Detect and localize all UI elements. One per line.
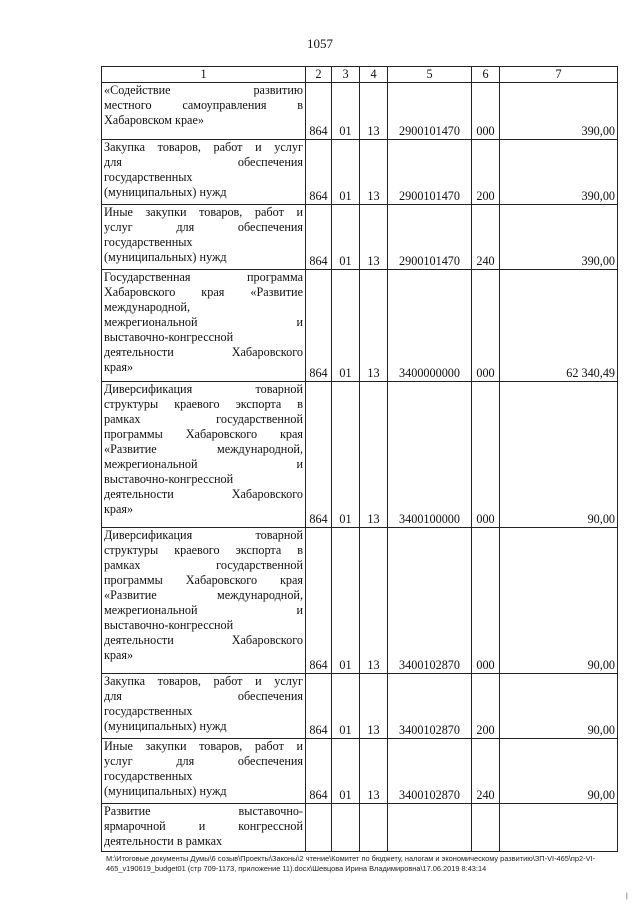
cell-expense-type: 000 — [472, 83, 500, 140]
cell-amount: 90,00 — [500, 382, 618, 528]
cell-amount: 390,00 — [500, 140, 618, 205]
cell-section: 01 — [332, 528, 360, 674]
cell-admin-code: 864 — [306, 140, 332, 205]
cell-amount: 90,00 — [500, 739, 618, 804]
header-cell-3: 3 — [332, 67, 360, 83]
cell-subsection: 13 — [360, 140, 388, 205]
cell-expense-type: 000 — [472, 528, 500, 674]
description-line: Закупка товаров, работ и услуг — [104, 674, 303, 688]
cell-admin-code: 864 — [306, 83, 332, 140]
table-row — [102, 83, 618, 140]
cell-section — [332, 804, 360, 852]
description-line: Государственная программа — [104, 270, 303, 284]
header-cell-5: 5 — [388, 67, 472, 83]
description-line: края» — [104, 648, 134, 662]
cell-amount: 90,00 — [500, 674, 618, 739]
row-description — [102, 83, 306, 140]
header-cell-4: 4 — [360, 67, 388, 83]
cell-amount: 62 340,49 — [500, 270, 618, 382]
cell-target-article: 2900101470 — [388, 140, 472, 205]
description-line: выставочно-конгрессной — [104, 472, 234, 486]
cell-admin-code: 864 — [306, 528, 332, 674]
cell-section: 01 — [332, 270, 360, 382]
cell-section: 01 — [332, 739, 360, 804]
header-cell-1: 1 — [102, 67, 306, 83]
description-line: для обеспечения — [104, 689, 303, 703]
description-line: деятельности Хабаровского — [104, 487, 303, 501]
side-mark: | — [626, 893, 628, 900]
description-line: государственных — [104, 235, 193, 249]
description-line: «Развитие международной, — [104, 588, 303, 602]
cell-subsection: 13 — [360, 83, 388, 140]
row-description — [102, 140, 306, 205]
row-description — [102, 205, 306, 270]
description-line: рамках государственной — [104, 558, 303, 572]
cell-admin-code: 864 — [306, 270, 332, 382]
cell-target-article: 3400100000 — [388, 382, 472, 528]
cell-subsection — [360, 804, 388, 852]
table-row — [102, 739, 618, 804]
cell-expense-type: 240 — [472, 205, 500, 270]
cell-section: 01 — [332, 674, 360, 739]
cell-expense-type: 000 — [472, 382, 500, 528]
cell-amount: 90,00 — [500, 528, 618, 674]
cell-subsection: 13 — [360, 205, 388, 270]
description-line: выставочно-конгрессной — [104, 330, 234, 344]
description-line: деятельности в рамках — [104, 834, 223, 848]
cell-expense-type — [472, 804, 500, 852]
description-line: международной, — [104, 300, 190, 314]
cell-admin-code — [306, 804, 332, 852]
description-line: межрегиональной и — [104, 603, 303, 617]
cell-section: 01 — [332, 382, 360, 528]
description-line: Диверсификация товарной — [104, 382, 303, 396]
description-line: межрегиональной и — [104, 457, 303, 471]
header-cell-6: 6 — [472, 67, 500, 83]
description-line: «Содействие развитию — [104, 83, 303, 97]
cell-expense-type: 240 — [472, 739, 500, 804]
description-line: рамках государственной — [104, 412, 303, 426]
description-line: края» — [104, 360, 134, 374]
cell-amount — [500, 804, 618, 852]
description-line: деятельности Хабаровского — [104, 633, 303, 647]
cell-subsection: 13 — [360, 270, 388, 382]
cell-subsection: 13 — [360, 528, 388, 674]
header-row — [102, 67, 618, 83]
description-line: ярмарочной и конгрессной — [104, 819, 303, 833]
row-description — [102, 270, 306, 382]
description-line: Хабаровском крае» — [104, 113, 204, 127]
cell-admin-code: 864 — [306, 382, 332, 528]
header-cell-2: 2 — [306, 67, 332, 83]
description-line: выставочно-конгрессной — [104, 618, 234, 632]
table-row — [102, 804, 618, 852]
description-line: услуг для обеспечения — [104, 754, 303, 768]
description-line: структуры краевого экспорта в — [104, 397, 303, 411]
description-line: структуры краевого экспорта в — [104, 543, 303, 557]
description-line: программы Хабаровского края — [104, 573, 303, 587]
description-line: Развитие выставочно- — [104, 804, 303, 818]
cell-amount: 390,00 — [500, 83, 618, 140]
description-line: государственных — [104, 769, 193, 783]
page-number: 1057 — [307, 36, 333, 51]
cell-admin-code: 864 — [306, 205, 332, 270]
description-line: Иные закупки товаров, работ и — [104, 205, 303, 219]
row-description — [102, 528, 306, 674]
cell-target-article: 2900101470 — [388, 83, 472, 140]
budget-table — [101, 66, 618, 852]
description-line: (муниципальных) нужд — [104, 185, 227, 199]
description-line: Закупка товаров, работ и услуг — [104, 140, 303, 154]
cell-expense-type: 000 — [472, 270, 500, 382]
footer-file-path: M:\Итоговые документы Думы\6 созыв\Проекты\Законы\2 чтение\Комитет по бюджету, налогам и экономическому развитию\ЗП-VI-465\пр2-VI-465_v190619_budget01 (стр 709-1173, приложение 11).docx\Шевцова Ирина Владимировна\17.06.2019 8:43:14 — [106, 854, 596, 873]
header-cell-7: 7 — [500, 67, 618, 83]
cell-target-article: 3400102870 — [388, 674, 472, 739]
description-line: межрегиональной и — [104, 315, 303, 329]
cell-subsection: 13 — [360, 674, 388, 739]
cell-admin-code: 864 — [306, 674, 332, 739]
cell-admin-code: 864 — [306, 739, 332, 804]
table-row — [102, 205, 618, 270]
description-line: местного самоуправления в — [104, 98, 303, 112]
cell-target-article: 3400102870 — [388, 528, 472, 674]
cell-target-article: 3400000000 — [388, 270, 472, 382]
description-line: услуг для обеспечения — [104, 220, 303, 234]
cell-amount: 390,00 — [500, 205, 618, 270]
description-line: государственных — [104, 170, 193, 184]
table-row — [102, 140, 618, 205]
cell-target-article: 3400102870 — [388, 739, 472, 804]
cell-expense-type: 200 — [472, 140, 500, 205]
row-description — [102, 674, 306, 739]
description-line: деятельности Хабаровского — [104, 345, 303, 359]
table-row — [102, 674, 618, 739]
cell-expense-type: 200 — [472, 674, 500, 739]
description-line: (муниципальных) нужд — [104, 784, 227, 798]
description-line: Иные закупки товаров, работ и — [104, 739, 303, 753]
row-description — [102, 739, 306, 804]
cell-section: 01 — [332, 205, 360, 270]
description-line: (муниципальных) нужд — [104, 719, 227, 733]
description-line: края» — [104, 502, 134, 516]
table-row — [102, 382, 618, 528]
cell-subsection: 13 — [360, 739, 388, 804]
description-line: Диверсификация товарной — [104, 528, 303, 542]
row-description — [102, 804, 306, 852]
description-line: Хабаровского края «Развитие — [104, 285, 303, 299]
table-row — [102, 270, 618, 382]
cell-section: 01 — [332, 140, 360, 205]
cell-section: 01 — [332, 83, 360, 140]
row-description — [102, 382, 306, 528]
table-row — [102, 528, 618, 674]
description-line: «Развитие международной, — [104, 442, 303, 456]
cell-target-article — [388, 804, 472, 852]
description-line: для обеспечения — [104, 155, 303, 169]
description-line: (муниципальных) нужд — [104, 250, 227, 264]
cell-subsection: 13 — [360, 382, 388, 528]
description-line: программы Хабаровского края — [104, 427, 303, 441]
cell-target-article: 2900101470 — [388, 205, 472, 270]
description-line: государственных — [104, 704, 193, 718]
